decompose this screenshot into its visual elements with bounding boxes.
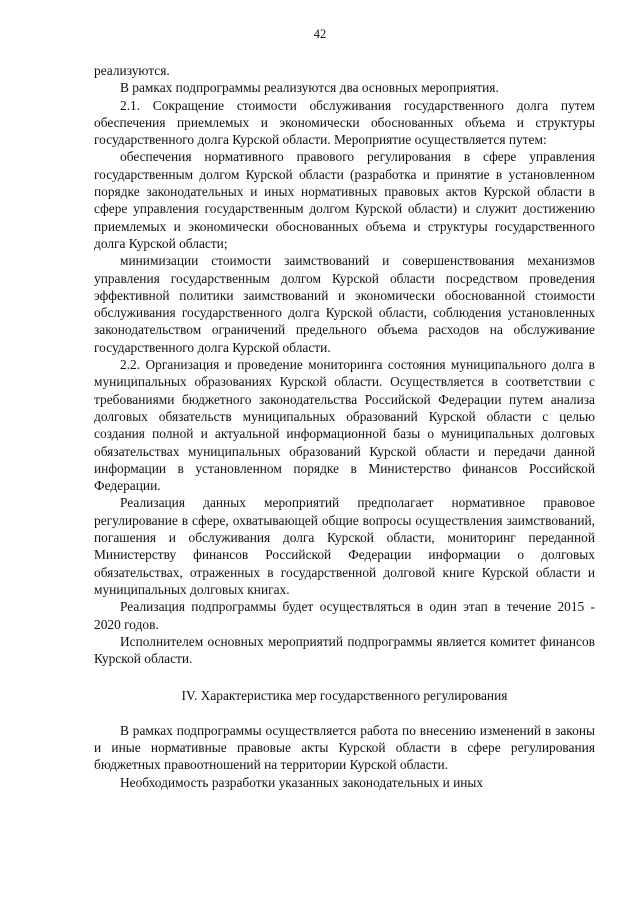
paragraph-minimization: минимизации стоимости заимствований и совершенствования механизмов управления государственным долгом Курской области посредством проведения эффективной политики заимствований и экономически обоснованной стоимости обслуживания государственного долга Курской области, соблюдения установленных законодательством ограничений предельного объема расходов на обслуживание государственного долга Курской области. xyxy=(94,253,595,355)
section-heading: IV. Характеристика мер государственного регулирования xyxy=(181,688,508,704)
paragraph-executor: Исполнителем основных мероприятий подпрограммы является комитет финансов Курской области. xyxy=(94,633,595,667)
paragraph-legislative-work: В рамках подпрограммы осуществляется работа по внесению изменений в законы и иные нормативные правовые акты Курской области в сфере регулирования бюджетных правоотношений на территории Курской области. xyxy=(94,722,595,773)
paragraph-measure-2-1: 2.1. Сокращение стоимости обслуживания государственного долга путем обеспечения приемлемых и экономически обоснованных объема и структуры государственного долга Курской области. Мероприятие осуществляется путем: xyxy=(94,97,595,148)
paragraph-continuation: реализуются. xyxy=(94,63,170,78)
paragraph-two-measures: В рамках подпрограммы реализуются два основных мероприятия. xyxy=(120,80,499,96)
page-body xyxy=(94,62,595,791)
paragraph-necessity: Необходимость разработки указанных законодательных и иных xyxy=(120,774,484,790)
paragraph-timeline: Реализация подпрограммы будет осуществляться в один этап в течение 2015 - 2020 годов. xyxy=(94,599,595,632)
paragraph-measure-2-2: 2.2. Организация и проведение мониторинга состояния муниципального долга в муниципальных образованиях Курской области. Осуществляется в соответствии с требованиями бюджетного законодательства Российской Федерации путем анализа долговых обязательств муниципальных образований Курской области с целью создания полной и актуальной информационной базы о муниципальных долговых обязательствах муниципальных образований Курской области и передачи данной информации в установленном порядке в Министерство финансов Российской Федерации. xyxy=(94,357,595,494)
page-number: 42 xyxy=(313,27,327,41)
paragraph-implementation: Реализация данных мероприятий предполагает нормативное правовое регулирование в сфере, охватывающей общие вопросы осуществления заимствований, погашения и обслуживания долга Курской области, мониторинг переданной Министерству финансов Российской Федерации информации о долговых обязательствах, отраженных в государственной долговой книге Курской области и муниципальных долговых книгах. xyxy=(94,495,595,597)
paragraph-regulation: обеспечения нормативного правового регулирования в сфере управления государственным долгом Курской области (разработка и принятие в установленном порядке законодательных и иных нормативных правовых актов Курской области в сфере управления государственным долгом Курской области) и служит достижению приемлемых и экономически обоснованных объема и структуры государственного долга Курской области; xyxy=(94,149,595,251)
